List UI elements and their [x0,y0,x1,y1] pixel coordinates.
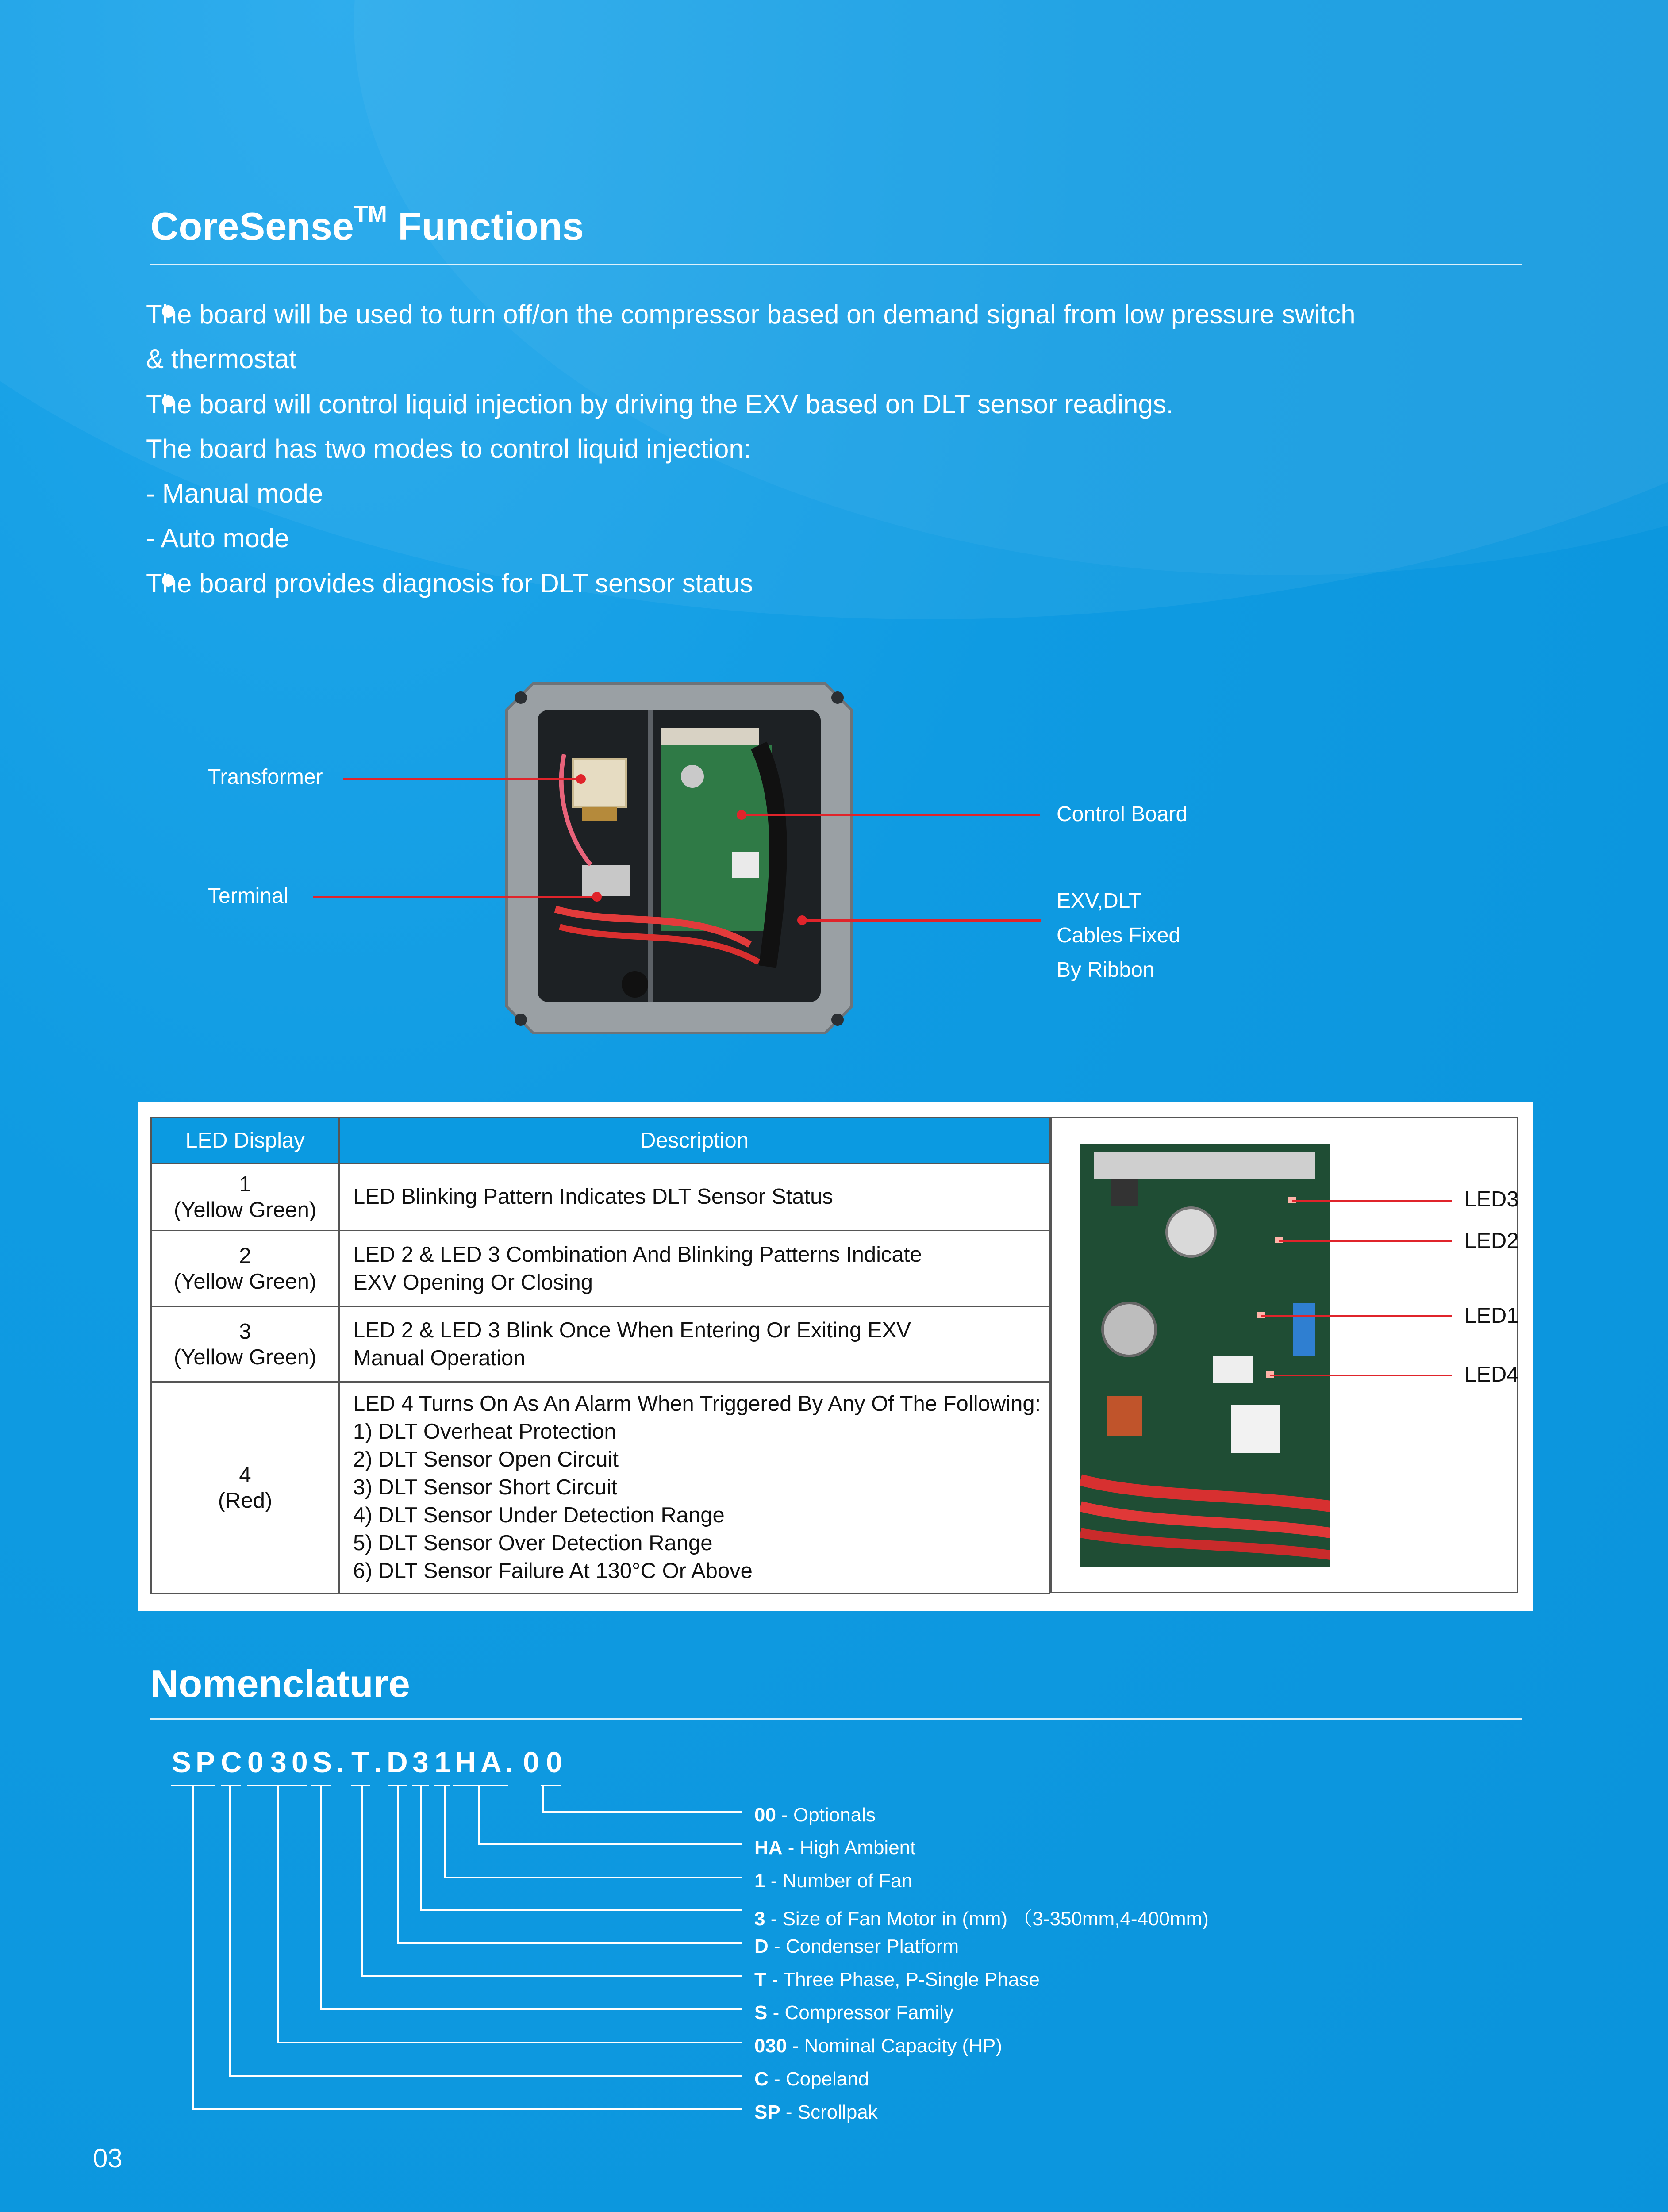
leader-line [397,1942,742,1944]
legend-item [754,1804,876,1826]
led-description-line: 1) DLT Overheat Protection [353,1420,616,1444]
drop-line [361,1785,363,1977]
legend-key: 00 [754,1804,776,1826]
legend-item [754,1969,1040,1991]
drop-line [397,1785,399,1944]
led-color: (Yellow Green) [173,1198,317,1222]
functions-title-rule [150,264,1522,265]
legend-text: - Nominal Capacity (HP) [787,2035,1002,2057]
transformer-label: Transformer [208,765,323,789]
drop-line [192,1785,194,2110]
drop-line [229,1785,231,2077]
control-box-photo [502,679,856,1035]
drop-line [420,1785,422,1911]
exv-cables-label [1057,884,1180,987]
led1-leader-line [1261,1315,1452,1317]
bullet-subitem: - Manual mode [146,479,323,508]
legend-text: - Condenser Platform [768,1936,959,1957]
leader-line [420,1909,742,1911]
led-description-cell [339,1382,1050,1594]
led-description-line: 4) DLT Sensor Under Detection Range [353,1503,725,1527]
legend-key: D [754,1936,769,1957]
trademark-mark: TM [354,201,387,227]
code-char: 0 [546,1746,562,1778]
legend-key: C [754,2068,769,2090]
code-char: 1 [434,1746,451,1778]
legend-text: - Three Phase, P-Single Phase [766,1969,1040,1990]
exv-cables-line: By Ribbon [1057,958,1155,982]
led-description-line: Manual Operation [353,1346,526,1370]
led2-label: LED2 [1464,1229,1519,1253]
header-led-display: LED Display [151,1118,339,1164]
code-char: 3 [412,1746,429,1778]
exv-cables-leader-dot [797,915,807,925]
page-number: 03 [93,2143,123,2173]
legend-text: - Optionals [776,1804,876,1826]
led-description-line: LED Blinking Pattern Indicates DLT Sensor Status [353,1185,833,1209]
legend-item [754,1837,915,1859]
led-color: (Red) [218,1488,273,1513]
code-char: 0 [292,1746,308,1778]
functions-title [150,201,584,248]
leader-line [277,2042,742,2043]
background-swoosh [354,0,1668,575]
legend-item [754,2068,869,2090]
led-number-cell [151,1164,339,1231]
led3-leader-line [1292,1200,1452,1202]
bullet-subitem: - Auto mode [146,523,289,553]
bullet-text-continued: The board has two modes to control liquid injection: [146,434,751,464]
bullet-text: The board will control liquid injection by driving the EXV based on DLT sensor readings. [146,389,1174,419]
exv-cables-leader-line [802,919,1041,922]
legend-key: T [754,1969,766,1990]
led-color: (Yellow Green) [173,1269,317,1294]
terminal-leader-dot [592,892,602,902]
code-char: 3 [270,1746,287,1778]
legend-key: SP [754,2101,780,2123]
led1-label: LED1 [1464,1304,1519,1328]
code-char: . [505,1746,513,1778]
led-number-cell [151,1307,339,1382]
leader-line [361,1975,742,1977]
legend-key: 030 [754,2035,787,2057]
leader-line [192,2108,742,2110]
led-description-cell [339,1231,1050,1307]
code-char: 0 [523,1746,539,1778]
led-description-cell [339,1164,1050,1231]
terminal-label: Terminal [208,884,288,908]
nomenclature-title-rule [150,1718,1522,1720]
board-photo [1080,1144,1330,1567]
led-table-panel [138,1102,1533,1611]
led3-label: LED3 [1464,1187,1519,1211]
code-char: S [172,1746,192,1778]
led4-leader-line [1270,1375,1452,1376]
drop-line [320,1785,322,2010]
legend-item [754,1870,912,1892]
led2-leader-line [1279,1240,1452,1242]
code-char: D [387,1746,408,1778]
led-table [150,1117,1050,1594]
leader-line [229,2075,742,2077]
legend-text: - Scrollpak [780,2101,878,2123]
terminal-leader-line [313,896,596,898]
leader-line [542,1811,742,1813]
led-number-cell [151,1382,339,1594]
code-char: S [312,1746,332,1778]
led-description-line: EXV Opening Or Closing [353,1270,593,1294]
led-description-line: LED 2 & LED 3 Combination And Blinking Patterns Indicate [353,1242,922,1267]
exv-cables-line: EXV,DLT [1057,889,1142,913]
leader-line [444,1877,742,1878]
code-char: A [480,1746,502,1778]
functions-title-rest: Functions [387,204,584,248]
table-row [151,1231,1050,1307]
led-table-header-row [151,1118,1050,1164]
table-row [151,1307,1050,1382]
code-char: C [221,1746,242,1778]
legend-item [754,2101,878,2124]
underline [434,1785,450,1786]
code-char: P [196,1746,215,1778]
exv-cables-line: Cables Fixed [1057,924,1181,947]
legend-text: - Number of Fan [765,1870,913,1892]
legend-text: - Copeland [768,2068,869,2090]
transformer-leader-dot [576,774,586,784]
bullet-text: The board provides diagnosis for DLT sensor status [146,568,753,598]
legend-key: S [754,2002,768,2024]
control-board-leader-dot [737,810,746,820]
led-description-cell [339,1307,1050,1382]
bullet-text-continued: & thermostat [146,344,297,374]
code-char: H [455,1746,476,1778]
control-board-leader-line [741,814,1040,816]
leader-line [320,2008,742,2010]
led-description-line: 5) DLT Sensor Over Detection Range [353,1531,713,1555]
led4-label: LED4 [1464,1363,1519,1386]
legend-item [754,2035,1002,2057]
led-description-line: LED 4 Turns On As An Alarm When Triggered By Any Of The Following: [353,1392,1041,1416]
table-row [151,1164,1050,1231]
legend-key: HA [754,1837,783,1859]
led-number: 4 [239,1463,251,1487]
led-number: 3 [239,1319,251,1344]
legend-key: 1 [754,1870,765,1892]
legend-item [754,2002,953,2024]
legend-item [754,1903,1209,1931]
functions-title-main: CoreSense [150,204,354,248]
bullet-text: The board will be used to turn off/on the compressor based on demand signal from low pressure switch [146,300,1356,329]
led-description-line: LED 2 & LED 3 Blink Once When Entering Or Exiting EXV [353,1318,911,1342]
code-char: . [374,1746,382,1778]
underline [351,1785,370,1786]
table-row [151,1382,1050,1594]
code-char: . [336,1746,344,1778]
underline [221,1785,241,1786]
leader-line [478,1843,742,1845]
transformer-leader-line [343,778,580,780]
led-description-line: 6) DLT Sensor Failure At 130°C Or Above [353,1559,753,1583]
code-char: 0 [247,1746,264,1778]
legend-key: 3 [754,1908,765,1930]
legend-item [754,1936,959,1958]
legend-text: - Size of Fan Motor in (mm) （3-350mm,4-400mm) [765,1908,1209,1930]
drop-line [542,1785,544,1813]
drop-line [478,1785,480,1845]
led-number: 2 [239,1244,251,1268]
led-color: (Yellow Green) [173,1345,317,1369]
code-char: T [351,1746,369,1778]
control-board-label: Control Board [1057,803,1188,826]
led-description-line: 2) DLT Sensor Open Circuit [353,1448,619,1471]
underline [453,1785,508,1786]
legend-text: - High Ambient [782,1837,916,1859]
legend-text: - Compressor Family [767,2002,953,2024]
led-number-cell [151,1231,339,1307]
drop-line [444,1785,446,1878]
led-description-line: 3) DLT Sensor Short Circuit [353,1475,618,1499]
led-number: 1 [239,1172,251,1196]
nomenclature-title: Nomenclature [150,1662,410,1705]
header-description: Description [339,1118,1050,1164]
drop-line [277,1785,279,2043]
